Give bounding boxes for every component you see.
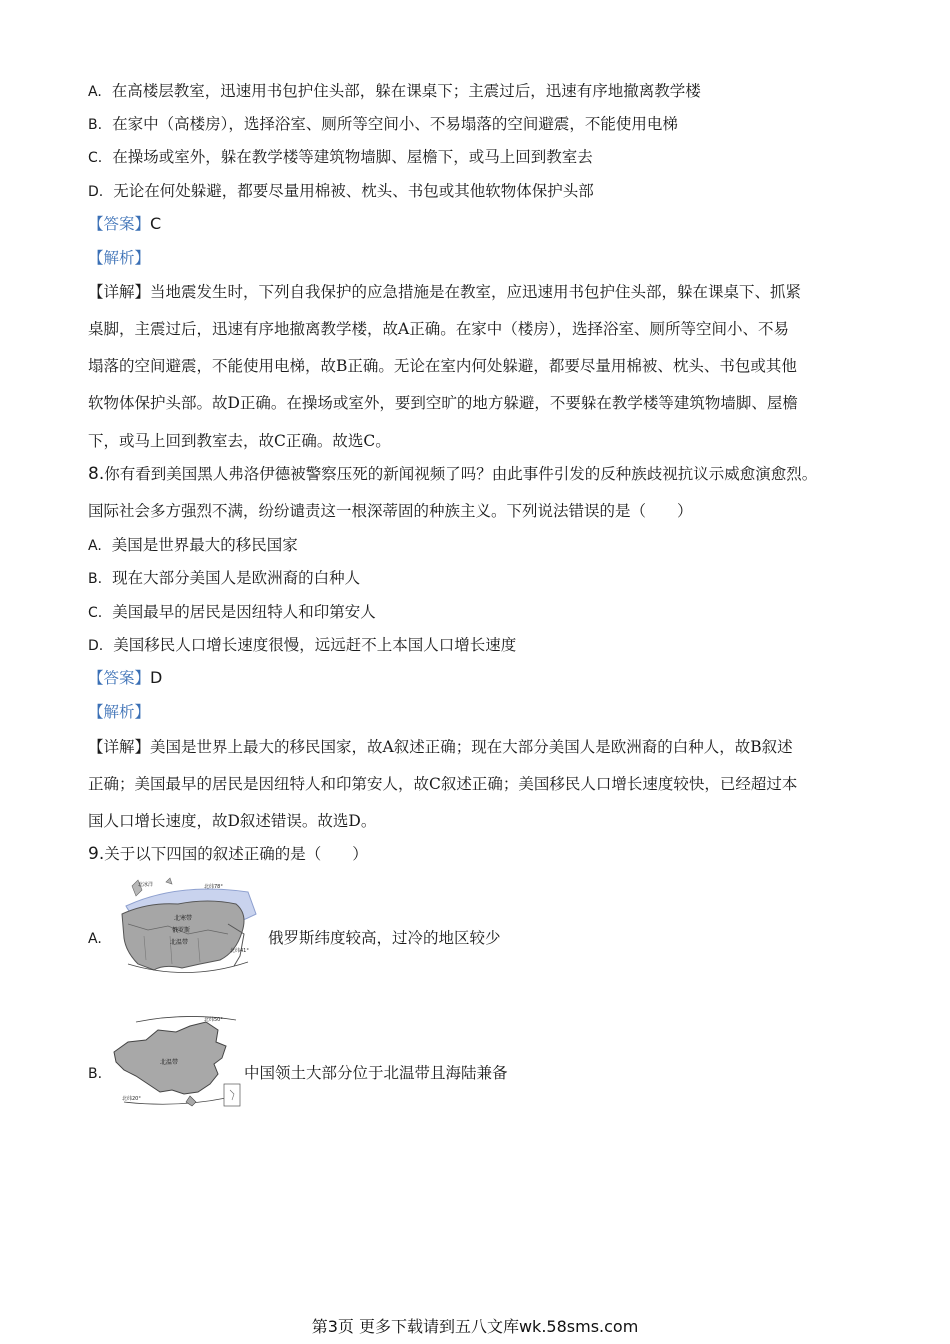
answer-tag: 【答案】 (88, 669, 151, 687)
detail-tag: 【详解】 (88, 738, 151, 756)
q8-stem-line-1 (88, 463, 817, 485)
q7-detail-line-4 (88, 392, 798, 414)
option-text: 美国是世界最大的移民国家 (111, 536, 298, 554)
detail-text: 正确；美国最早的居民是因纽特人和印第安人，故C叙述正确；美国移民人口增长速度较快，已经超过本 (88, 775, 798, 793)
option-letter: A. (88, 931, 102, 947)
q8-option-c (88, 601, 376, 624)
map-label-country: 俄罗斯 (172, 927, 191, 934)
detail-text: 当地震发生时，下列自我保护的应急措施是在教室，应迅速用书包护住头部，躲在课桌下、抓紧 (150, 283, 802, 301)
detail-text: 国人口增长速度，故D叙述错误。故选D。 (88, 812, 377, 830)
q7-option-c (88, 146, 593, 169)
q7-option-b (88, 113, 678, 136)
answer-value: C (150, 214, 162, 233)
q8-detail-line-3 (88, 810, 376, 832)
page-footer: 第3页 更多下载请到五八文库wk.58sms.com (311, 1317, 639, 1336)
detail-text: 下，或马上回到教室去，故C正确。故选C。 (88, 432, 391, 450)
option-letter: C. (88, 605, 103, 621)
q8-option-d (88, 634, 516, 657)
q8-option-b (88, 567, 360, 590)
question-number: 8. (88, 464, 105, 484)
option-letter: A. (88, 538, 102, 554)
q9-option-b-text: 中国领土大部分位于北温带且海陆兼备 (244, 1064, 508, 1082)
q8-detail-line-2 (88, 773, 797, 795)
stem-text: 你有看到美国黑人弗洛伊德被警察压死的新闻视频了吗？由此事件引发的反种族歧视抗议示威愈演愈烈。 (104, 465, 818, 483)
map-label-lat-south: 北纬41° (230, 948, 249, 954)
q8-analysis (88, 701, 150, 723)
q8-detail-line-1 (88, 736, 793, 758)
china-map-image (106, 1012, 244, 1110)
option-text: 美国移民人口增长速度很慢，远远赶不上本国人口增长速度 (113, 636, 517, 654)
option-text: 无论在何处躲避，都要尽量用棉被、枕头、书包或其他软物体保护头部 (113, 182, 594, 200)
q7-detail-line-5 (88, 430, 391, 452)
q7-detail-line-3 (88, 355, 797, 377)
option-letter: B. (88, 571, 103, 587)
option-letter: D. (88, 638, 104, 654)
russia-map-svg (108, 874, 260, 978)
q7-option-a (88, 80, 701, 103)
q9-stem (88, 843, 368, 865)
option-text: 在家中（高楼房），选择浴室、厕所等空间小、不易塌落的空间避震，不能使用电梯 (112, 115, 678, 133)
china-map-svg (106, 1012, 244, 1110)
q7-detail-line-2 (88, 318, 789, 340)
option-text: 在高楼层教室，迅速用书包护住头部，躲在课桌下；主震过后，迅速有序地撤离教学楼 (111, 82, 701, 100)
answer-value: D (150, 668, 163, 687)
map-label-ocean: 北冰洋 (138, 882, 154, 888)
map-label-arctic-zone: 北寒带 (174, 915, 193, 922)
detail-text: 美国是世界上最大的移民国家，故A叙述正确；现在大部分美国人是欧洲裔的白种人，故B叙述 (150, 738, 793, 756)
stem-text: 国际社会多方强烈不满，纷纷谴责这一根深蒂固的种族主义。下列说法错误的是（ ） (88, 502, 693, 520)
question-number: 9. (88, 844, 105, 864)
detail-text: 塌落的空间避震，不能使用电梯，故B正确。无论在室内何处躲避，都要尽量用棉被、枕头、书包或其他 (88, 357, 797, 375)
stem-text: 关于以下四国的叙述正确的是（ ） (104, 845, 368, 863)
q9-option-a-text: 俄罗斯纬度较高，过冷的地区较少 (268, 929, 501, 947)
q8-stem-line-2 (88, 500, 693, 522)
map-label-lat-north: 北纬50° (204, 1017, 223, 1023)
analysis-tag: 【解析】 (88, 703, 151, 721)
analysis-tag: 【解析】 (88, 249, 151, 267)
russia-map-image (108, 874, 260, 978)
q7-analysis (88, 247, 150, 269)
option-text: 在操场或室外，躲在教学楼等建筑物墙脚、屋檐下，或马上回到教室去 (112, 148, 593, 166)
q7-answer (88, 213, 161, 235)
map-label-lat-south: 北纬20° (122, 1096, 141, 1102)
option-letter: B. (88, 1066, 103, 1082)
option-letter: B. (88, 117, 103, 133)
q7-option-d (88, 180, 594, 203)
option-text: 现在大部分美国人是欧洲裔的白种人 (112, 569, 361, 587)
option-letter: C. (88, 150, 103, 166)
q7-detail-line-1 (88, 281, 801, 303)
detail-text: 软物体保护头部。故D正确。在操场或室外，要到空旷的地方躲避，不要躲在教学楼等建筑物墙脚、屋檐 (88, 394, 798, 412)
detail-text: 桌脚，主震过后，迅速有序地撤离教学楼，故A正确。在家中（楼房），选择浴室、厕所等空间小、不易 (88, 320, 789, 338)
q8-option-a (88, 534, 298, 557)
option-letter: A. (88, 84, 102, 100)
option-letter: D. (88, 184, 104, 200)
map-label-lat-north: 北纬78° (204, 884, 223, 890)
detail-tag: 【详解】 (88, 283, 151, 301)
option-text: 美国最早的居民是因纽特人和印第安人 (112, 603, 376, 621)
answer-tag: 【答案】 (88, 215, 151, 233)
map-label-temperate-zone: 北温带 (160, 1059, 179, 1066)
map-label-temperate-zone: 北温带 (170, 939, 189, 946)
q8-answer (88, 667, 162, 689)
